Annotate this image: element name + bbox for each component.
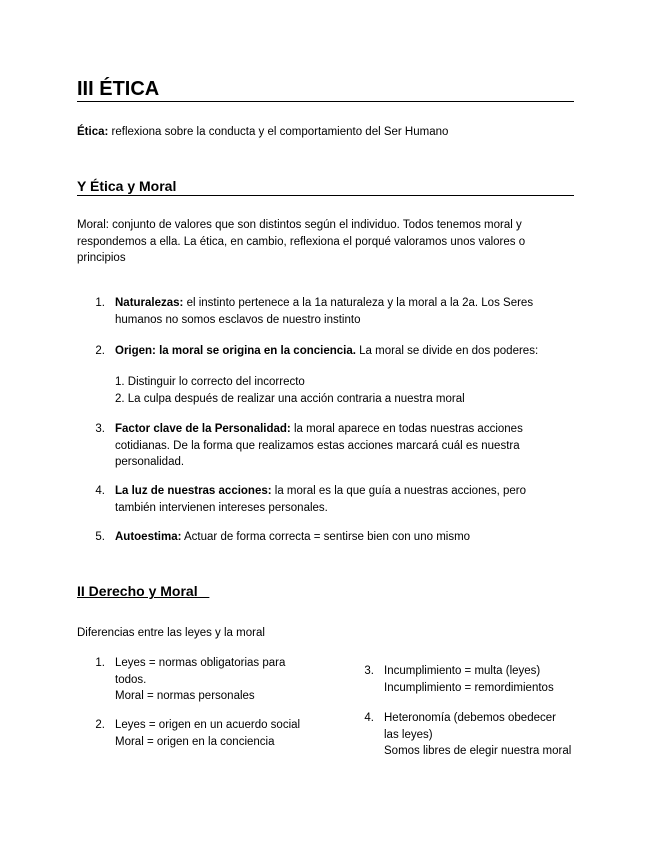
item-text: Leyes = normas obligatorias para (115, 657, 286, 669)
list-number: 4. (364, 712, 374, 724)
page-title: III ÉTICA (77, 78, 574, 102)
list-number: 4. (95, 485, 105, 497)
sub-list-item: 2. La culpa después de realizar una acción contraria a nuestra moral (115, 392, 465, 405)
sub-list (115, 374, 565, 407)
etica-term: Ética: (77, 126, 109, 138)
derecho-intro: Diferencias entre las leyes y la moral (77, 627, 265, 639)
item-text: cotidianas. De la forma que realizamos estas acciones marcará cuál es nuestra (115, 439, 520, 452)
section-heading-etica-moral: Y Ética y Moral (77, 178, 574, 196)
item-term: Origen: la moral se origina en la conciencia. (115, 345, 356, 357)
etica-definition (77, 124, 557, 141)
item-text: Heteronomía (debemos obedecer (384, 712, 556, 724)
item-text: la moral es la que guía a nuestras acciones, pero (271, 485, 527, 497)
item-text: todos. (115, 673, 147, 686)
list-number: 2. (95, 345, 105, 357)
list-number: 3. (95, 423, 105, 435)
item-term: Naturalezas: (115, 297, 184, 309)
item-text: Incumplimiento = multa (leyes) (384, 665, 541, 677)
item-text: Somos libres de elegir nuestra moral (384, 745, 572, 757)
item-term: La luz de nuestras acciones: (115, 485, 272, 497)
item-text: el instinto pertenece a la 1a naturaleza y la moral a la 2a. Los Seres (183, 297, 534, 309)
item-text: personalidad. (115, 456, 185, 468)
item-text: Moral = normas personales (115, 690, 255, 702)
list-item (115, 483, 565, 516)
item-text: la moral aparece en todas nuestras acciones (290, 423, 523, 435)
list-item (115, 717, 335, 750)
sub-list-item: 1. Distinguir lo correcto del incorrecto (115, 376, 305, 388)
item-term: Factor clave de la Personalidad: (115, 423, 291, 435)
item-text: humanos no somos esclavos de nuestro instinto (115, 313, 361, 326)
item-text: Moral = origen en la conciencia (115, 735, 275, 748)
list-number: 3. (364, 665, 374, 677)
item-text: las leyes) (384, 728, 433, 741)
item-text: Actuar de forma correcta = sentirse bien con uno mismo (181, 531, 471, 543)
list-item (115, 343, 565, 360)
list-number: 5. (95, 531, 105, 543)
moral-intro: Moral: conjunto de valores que son distintos según el individuo. Todos tenemos moral y respondemos a ella. La ética, en cambio, reflexiona el porqué valoramos unos valores o principios (77, 219, 526, 264)
list-number: 2. (95, 719, 105, 731)
item-text: también intervienen intereses personales. (115, 501, 328, 514)
list-number: 1. (95, 657, 105, 669)
item-text: Leyes = origen en un acuerdo social (115, 719, 301, 731)
list-item (115, 421, 565, 471)
list-item (384, 663, 599, 696)
section-heading-derecho-moral: II Derecho y Moral _ (77, 583, 210, 599)
list-item (384, 710, 599, 760)
list-item (115, 655, 335, 705)
list-item (115, 295, 565, 328)
list-item (115, 529, 565, 546)
list-number: 1. (95, 297, 105, 309)
item-text: Incumplimiento = remordimientos (384, 681, 554, 694)
item-text: La moral se divide en dos poderes: (355, 345, 539, 357)
etica-text: reflexiona sobre la conducta y el comportamiento del Ser Humano (108, 126, 449, 138)
item-term: Autoestima: (115, 531, 182, 543)
